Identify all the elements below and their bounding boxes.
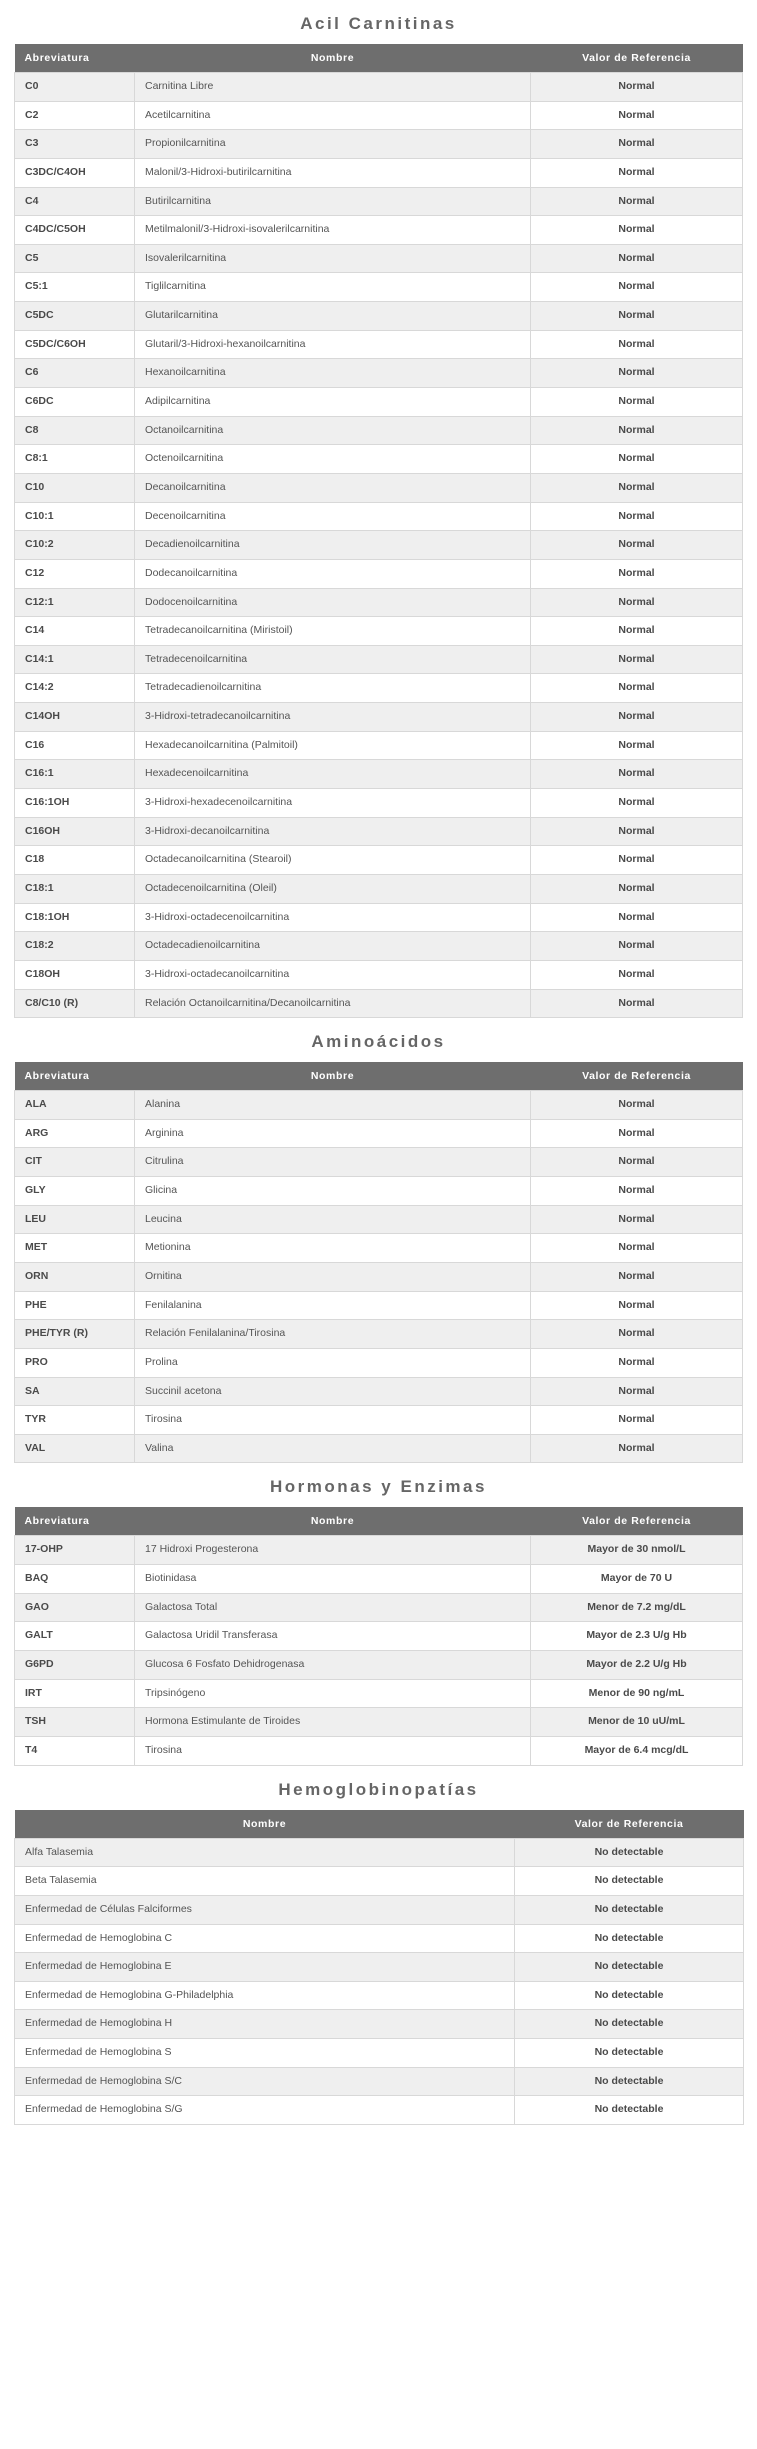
cell-valor-referencia: Normal — [531, 789, 743, 818]
cell-nombre: Enfermedad de Hemoglobina S/G — [15, 2096, 515, 2125]
table-row — [15, 502, 743, 531]
cell-nombre: Isovalerilcarnitina — [135, 244, 531, 273]
cell-nombre: Galactosa Total — [135, 1593, 531, 1622]
cell-valor-referencia: No detectable — [515, 1867, 744, 1896]
cell-valor-referencia: Normal — [531, 502, 743, 531]
table-row — [15, 1953, 744, 1982]
cell-abreviatura: T4 — [15, 1736, 135, 1765]
cell-valor-referencia: Normal — [531, 559, 743, 588]
table-body-hemoglobinopatias — [15, 1838, 744, 2124]
cell-valor-referencia: Normal — [531, 1348, 743, 1377]
table-row — [15, 1981, 744, 2010]
table-row — [15, 1536, 743, 1565]
table-row — [15, 302, 743, 331]
cell-nombre: Decadienoilcarnitina — [135, 531, 531, 560]
cell-nombre: 3-Hidroxi-hexadecenoilcarnitina — [135, 789, 531, 818]
cell-valor-referencia: Menor de 10 uU/mL — [531, 1708, 743, 1737]
cell-nombre: Tetradecanoilcarnitina (Miristoil) — [135, 617, 531, 646]
cell-abreviatura: PRO — [15, 1348, 135, 1377]
cell-nombre: Tetradecenoilcarnitina — [135, 645, 531, 674]
cell-valor-referencia: Normal — [531, 187, 743, 216]
table-row — [15, 1234, 743, 1263]
cell-abreviatura: C5 — [15, 244, 135, 273]
cell-valor-referencia: No detectable — [515, 2010, 744, 2039]
table-row — [15, 445, 743, 474]
cell-valor-referencia: Menor de 7.2 mg/dL — [531, 1593, 743, 1622]
table-body-aminoacidos — [15, 1091, 743, 1463]
cell-abreviatura: CIT — [15, 1148, 135, 1177]
column-header-valor-referencia: Valor de Referencia — [531, 44, 743, 73]
table-row — [15, 874, 743, 903]
cell-valor-referencia: Mayor de 2.2 U/g Hb — [531, 1651, 743, 1680]
cell-abreviatura: C16 — [15, 731, 135, 760]
cell-valor-referencia: Normal — [531, 588, 743, 617]
table-row — [15, 617, 743, 646]
cell-nombre: Carnitina Libre — [135, 73, 531, 102]
cell-nombre: Glucosa 6 Fosfato Dehidrogenasa — [135, 1651, 531, 1680]
table-header-row — [15, 1507, 743, 1536]
cell-abreviatura: MET — [15, 1234, 135, 1263]
table-row — [15, 1177, 743, 1206]
cell-nombre: Relación Fenilalanina/Tirosina — [135, 1320, 531, 1349]
cell-nombre: Glutarilcarnitina — [135, 302, 531, 331]
table-row — [15, 1320, 743, 1349]
table-row — [15, 645, 743, 674]
cell-valor-referencia: Normal — [531, 216, 743, 245]
cell-valor-referencia: Normal — [531, 846, 743, 875]
cell-abreviatura: C10:1 — [15, 502, 135, 531]
table-row — [15, 674, 743, 703]
cell-nombre: 3-Hidroxi-octadecenoilcarnitina — [135, 903, 531, 932]
cell-nombre: Malonil/3-Hidroxi-butirilcarnitina — [135, 158, 531, 187]
cell-abreviatura: C16OH — [15, 817, 135, 846]
cell-nombre: Galactosa Uridil Transferasa — [135, 1622, 531, 1651]
cell-valor-referencia: No detectable — [515, 2067, 744, 2096]
cell-nombre: Hexadecanoilcarnitina (Palmitoil) — [135, 731, 531, 760]
cell-abreviatura: C8:1 — [15, 445, 135, 474]
cell-valor-referencia: No detectable — [515, 1953, 744, 1982]
cell-valor-referencia: Normal — [531, 932, 743, 961]
table-row — [15, 1622, 743, 1651]
section-title-hemoglobinopatias: Hemoglobinopatías — [278, 1779, 479, 1799]
cell-abreviatura: GLY — [15, 1177, 135, 1206]
cell-nombre: 17 Hidroxi Progesterona — [135, 1536, 531, 1565]
table-row — [15, 73, 743, 102]
table-aminoacidos — [14, 1062, 743, 1463]
cell-valor-referencia: Mayor de 30 nmol/L — [531, 1536, 743, 1565]
table-row — [15, 130, 743, 159]
table-row — [15, 216, 743, 245]
table-row — [15, 760, 743, 789]
cell-valor-referencia: Menor de 90 ng/mL — [531, 1679, 743, 1708]
table-row — [15, 731, 743, 760]
cell-abreviatura: PHE — [15, 1291, 135, 1320]
table-row — [15, 846, 743, 875]
cell-nombre: 3-Hidroxi-decanoilcarnitina — [135, 817, 531, 846]
table-row — [15, 1708, 743, 1737]
cell-abreviatura: ARG — [15, 1119, 135, 1148]
table-row — [15, 1736, 743, 1765]
cell-valor-referencia: Normal — [531, 416, 743, 445]
cell-valor-referencia: Normal — [531, 989, 743, 1018]
table-row — [15, 1593, 743, 1622]
table-row — [15, 1348, 743, 1377]
cell-valor-referencia: Normal — [531, 1234, 743, 1263]
table-row — [15, 359, 743, 388]
cell-valor-referencia: Normal — [531, 1205, 743, 1234]
table-row — [15, 416, 743, 445]
column-header-abreviatura: Abreviatura — [15, 44, 135, 73]
table-row — [15, 817, 743, 846]
cell-nombre: Enfermedad de Hemoglobina S/C — [15, 2067, 515, 2096]
cell-abreviatura: C5DC/C6OH — [15, 330, 135, 359]
cell-valor-referencia: Normal — [531, 645, 743, 674]
cell-valor-referencia: Normal — [531, 874, 743, 903]
table-row — [15, 1091, 743, 1120]
cell-valor-referencia: Normal — [531, 330, 743, 359]
cell-valor-referencia: Normal — [531, 731, 743, 760]
cell-valor-referencia: Normal — [531, 158, 743, 187]
cell-nombre: Octenoilcarnitina — [135, 445, 531, 474]
table-row — [15, 989, 743, 1018]
column-header-abreviatura: Abreviatura — [15, 1507, 135, 1536]
cell-valor-referencia: No detectable — [515, 1838, 744, 1867]
table-row — [15, 588, 743, 617]
cell-abreviatura: C18:1 — [15, 874, 135, 903]
table-row — [15, 1651, 743, 1680]
cell-nombre: Tirosina — [135, 1736, 531, 1765]
table-header-row — [15, 1062, 743, 1091]
cell-abreviatura: C12:1 — [15, 588, 135, 617]
cell-valor-referencia: Mayor de 6.4 mcg/dL — [531, 1736, 743, 1765]
cell-nombre: Enfermedad de Hemoglobina S — [15, 2039, 515, 2068]
cell-abreviatura: C4DC/C5OH — [15, 216, 135, 245]
cell-nombre: Dodecanoilcarnitina — [135, 559, 531, 588]
cell-abreviatura: C14:2 — [15, 674, 135, 703]
table-row — [15, 2010, 744, 2039]
cell-abreviatura: C10 — [15, 473, 135, 502]
table-row — [15, 101, 743, 130]
cell-valor-referencia: Normal — [531, 1291, 743, 1320]
cell-valor-referencia: No detectable — [515, 1981, 744, 2010]
table-row — [15, 1565, 743, 1594]
cell-abreviatura: 17-OHP — [15, 1536, 135, 1565]
column-header-valor-referencia: Valor de Referencia — [531, 1507, 743, 1536]
cell-abreviatura: C18:1OH — [15, 903, 135, 932]
cell-nombre: Octanoilcarnitina — [135, 416, 531, 445]
cell-valor-referencia: No detectable — [515, 1924, 744, 1953]
cell-nombre: Decanoilcarnitina — [135, 473, 531, 502]
table-row — [15, 273, 743, 302]
column-header-abreviatura: Abreviatura — [15, 1062, 135, 1091]
table-row — [15, 932, 743, 961]
table-row — [15, 388, 743, 417]
table-acil-carnitinas — [14, 44, 743, 1018]
cell-nombre: Biotinidasa — [135, 1565, 531, 1594]
cell-abreviatura: TSH — [15, 1708, 135, 1737]
cell-abreviatura: C5:1 — [15, 273, 135, 302]
table-row — [15, 1867, 744, 1896]
table-row — [15, 1377, 743, 1406]
cell-valor-referencia: No detectable — [515, 2096, 744, 2125]
table-hormonas-enzimas — [14, 1507, 743, 1765]
table-row — [15, 960, 743, 989]
cell-abreviatura: C0 — [15, 73, 135, 102]
cell-nombre: Enfermedad de Hemoglobina E — [15, 1953, 515, 1982]
cell-valor-referencia: Normal — [531, 359, 743, 388]
section-title-aminoacidos: Aminoácidos — [311, 1032, 446, 1052]
cell-abreviatura: G6PD — [15, 1651, 135, 1680]
table-body-acil-carnitinas — [15, 73, 743, 1018]
table-row — [15, 1291, 743, 1320]
cell-abreviatura: PHE/TYR (R) — [15, 1320, 135, 1349]
cell-abreviatura: ORN — [15, 1262, 135, 1291]
cell-valor-referencia: Normal — [531, 1119, 743, 1148]
cell-nombre: Alanina — [135, 1091, 531, 1120]
table-row — [15, 1148, 743, 1177]
cell-nombre: Butirilcarnitina — [135, 187, 531, 216]
cell-abreviatura: C6DC — [15, 388, 135, 417]
cell-abreviatura: ALA — [15, 1091, 135, 1120]
table-row — [15, 1406, 743, 1435]
cell-nombre: Arginina — [135, 1119, 531, 1148]
cell-valor-referencia: Normal — [531, 101, 743, 130]
table-row — [15, 158, 743, 187]
table-body-hormonas-enzimas — [15, 1536, 743, 1765]
cell-abreviatura: C14 — [15, 617, 135, 646]
table-row — [15, 1838, 744, 1867]
cell-nombre: Citrulina — [135, 1148, 531, 1177]
cell-abreviatura: LEU — [15, 1205, 135, 1234]
cell-nombre: Tirosina — [135, 1406, 531, 1435]
table-row — [15, 244, 743, 273]
cell-nombre: Ornitina — [135, 1262, 531, 1291]
cell-valor-referencia: Mayor de 2.3 U/g Hb — [531, 1622, 743, 1651]
cell-nombre: Beta Talasemia — [15, 1867, 515, 1896]
column-header-valor-referencia: Valor de Referencia — [531, 1062, 743, 1091]
cell-valor-referencia: Normal — [531, 130, 743, 159]
cell-nombre: Glicina — [135, 1177, 531, 1206]
cell-abreviatura: SA — [15, 1377, 135, 1406]
cell-valor-referencia: Normal — [531, 1091, 743, 1120]
cell-valor-referencia: Normal — [531, 674, 743, 703]
cell-nombre: Acetilcarnitina — [135, 101, 531, 130]
table-row — [15, 559, 743, 588]
cell-valor-referencia: Normal — [531, 1434, 743, 1463]
table-row — [15, 187, 743, 216]
cell-nombre: Leucina — [135, 1205, 531, 1234]
cell-abreviatura: IRT — [15, 1679, 135, 1708]
cell-nombre: Metionina — [135, 1234, 531, 1263]
cell-nombre: 3-Hidroxi-octadecanoilcarnitina — [135, 960, 531, 989]
table-row — [15, 330, 743, 359]
cell-abreviatura: C8/C10 (R) — [15, 989, 135, 1018]
cell-nombre: Octadecanoilcarnitina (Stearoil) — [135, 846, 531, 875]
cell-abreviatura: C16:1 — [15, 760, 135, 789]
cell-nombre: Hexadecenoilcarnitina — [135, 760, 531, 789]
cell-nombre: Enfermedad de Hemoglobina H — [15, 2010, 515, 2039]
table-row — [15, 1924, 744, 1953]
cell-valor-referencia: Normal — [531, 1148, 743, 1177]
cell-valor-referencia: Normal — [531, 1406, 743, 1435]
table-header-row — [15, 44, 743, 73]
cell-nombre: Tiglilcarnitina — [135, 273, 531, 302]
cell-abreviatura: C18:2 — [15, 932, 135, 961]
cell-abreviatura: C18 — [15, 846, 135, 875]
table-row — [15, 2039, 744, 2068]
cell-nombre: Decenoilcarnitina — [135, 502, 531, 531]
cell-abreviatura: C5DC — [15, 302, 135, 331]
table-row — [15, 1205, 743, 1234]
cell-valor-referencia: Normal — [531, 388, 743, 417]
cell-nombre: Glutaril/3-Hidroxi-hexanoilcarnitina — [135, 330, 531, 359]
cell-valor-referencia: Normal — [531, 244, 743, 273]
cell-nombre: Enfermedad de Hemoglobina C — [15, 1924, 515, 1953]
cell-abreviatura: C6 — [15, 359, 135, 388]
table-row — [15, 2096, 744, 2125]
section-title-acil-carnitinas: Acil Carnitinas — [300, 14, 457, 33]
cell-nombre: Fenilalanina — [135, 1291, 531, 1320]
table-row — [15, 1434, 743, 1463]
cell-nombre: Enfermedad de Células Falciformes — [15, 1895, 515, 1924]
table-row — [15, 531, 743, 560]
cell-valor-referencia: No detectable — [515, 2039, 744, 2068]
cell-valor-referencia: Normal — [531, 960, 743, 989]
cell-nombre: Valina — [135, 1434, 531, 1463]
cell-valor-referencia: Normal — [531, 531, 743, 560]
table-row — [15, 789, 743, 818]
cell-abreviatura: C8 — [15, 416, 135, 445]
cell-valor-referencia: Normal — [531, 302, 743, 331]
cell-abreviatura: C4 — [15, 187, 135, 216]
cell-nombre: Octadecenoilcarnitina (Oleil) — [135, 874, 531, 903]
cell-abreviatura: VAL — [15, 1434, 135, 1463]
cell-nombre: Propionilcarnitina — [135, 130, 531, 159]
cell-nombre: Adipilcarnitina — [135, 388, 531, 417]
cell-valor-referencia: Normal — [531, 473, 743, 502]
table-row — [15, 2067, 744, 2096]
cell-abreviatura: C10:2 — [15, 531, 135, 560]
cell-valor-referencia: Normal — [531, 273, 743, 302]
column-header-valor-referencia: Valor de Referencia — [515, 1810, 744, 1839]
cell-abreviatura: C18OH — [15, 960, 135, 989]
cell-nombre: Metilmalonil/3-Hidroxi-isovalerilcarnitina — [135, 216, 531, 245]
cell-abreviatura: GAO — [15, 1593, 135, 1622]
cell-valor-referencia: Normal — [531, 1320, 743, 1349]
cell-nombre: Alfa Talasemia — [15, 1838, 515, 1867]
cell-nombre: Tripsinógeno — [135, 1679, 531, 1708]
cell-abreviatura: GALT — [15, 1622, 135, 1651]
cell-nombre: Relación Octanoilcarnitina/Decanoilcarnitina — [135, 989, 531, 1018]
cell-abreviatura: C16:1OH — [15, 789, 135, 818]
cell-valor-referencia: Normal — [531, 73, 743, 102]
table-row — [15, 1679, 743, 1708]
cell-abreviatura: TYR — [15, 1406, 135, 1435]
cell-valor-referencia: Mayor de 70 U — [531, 1565, 743, 1594]
table-row — [15, 1895, 744, 1924]
cell-nombre: Tetradecadienoilcarnitina — [135, 674, 531, 703]
cell-abreviatura: C14OH — [15, 703, 135, 732]
cell-nombre: Hexanoilcarnitina — [135, 359, 531, 388]
cell-valor-referencia: Normal — [531, 1262, 743, 1291]
cell-abreviatura: C3DC/C4OH — [15, 158, 135, 187]
column-header-nombre: Nombre — [135, 1062, 531, 1091]
cell-nombre: Dodocenoilcarnitina — [135, 588, 531, 617]
cell-valor-referencia: Normal — [531, 445, 743, 474]
cell-valor-referencia: Normal — [531, 703, 743, 732]
cell-valor-referencia: Normal — [531, 903, 743, 932]
cell-nombre: Succinil acetona — [135, 1377, 531, 1406]
cell-valor-referencia: Normal — [531, 760, 743, 789]
table-row — [15, 703, 743, 732]
cell-abreviatura: C12 — [15, 559, 135, 588]
cell-valor-referencia: Normal — [531, 1377, 743, 1406]
cell-abreviatura: C3 — [15, 130, 135, 159]
cell-abreviatura: C14:1 — [15, 645, 135, 674]
cell-nombre: 3-Hidroxi-tetradecanoilcarnitina — [135, 703, 531, 732]
cell-valor-referencia: Normal — [531, 1177, 743, 1206]
table-hemoglobinopatias — [14, 1810, 744, 2125]
table-row — [15, 1262, 743, 1291]
column-header-nombre: Nombre — [135, 1507, 531, 1536]
section-title-hormonas-enzimas: Hormonas y Enzimas — [270, 1477, 487, 1497]
cell-nombre: Octadecadienoilcarnitina — [135, 932, 531, 961]
table-row — [15, 473, 743, 502]
table-row — [15, 903, 743, 932]
column-header-nombre: Nombre — [135, 44, 531, 73]
table-row — [15, 1119, 743, 1148]
cell-valor-referencia: Normal — [531, 617, 743, 646]
cell-valor-referencia: Normal — [531, 817, 743, 846]
cell-abreviatura: C2 — [15, 101, 135, 130]
table-header-row — [15, 1810, 744, 1839]
cell-abreviatura: BAQ — [15, 1565, 135, 1594]
cell-nombre: Enfermedad de Hemoglobina G-Philadelphia — [15, 1981, 515, 2010]
cell-valor-referencia: No detectable — [515, 1895, 744, 1924]
cell-nombre: Hormona Estimulante de Tiroides — [135, 1708, 531, 1737]
cell-nombre: Prolina — [135, 1348, 531, 1377]
column-header-nombre: Nombre — [15, 1810, 515, 1839]
